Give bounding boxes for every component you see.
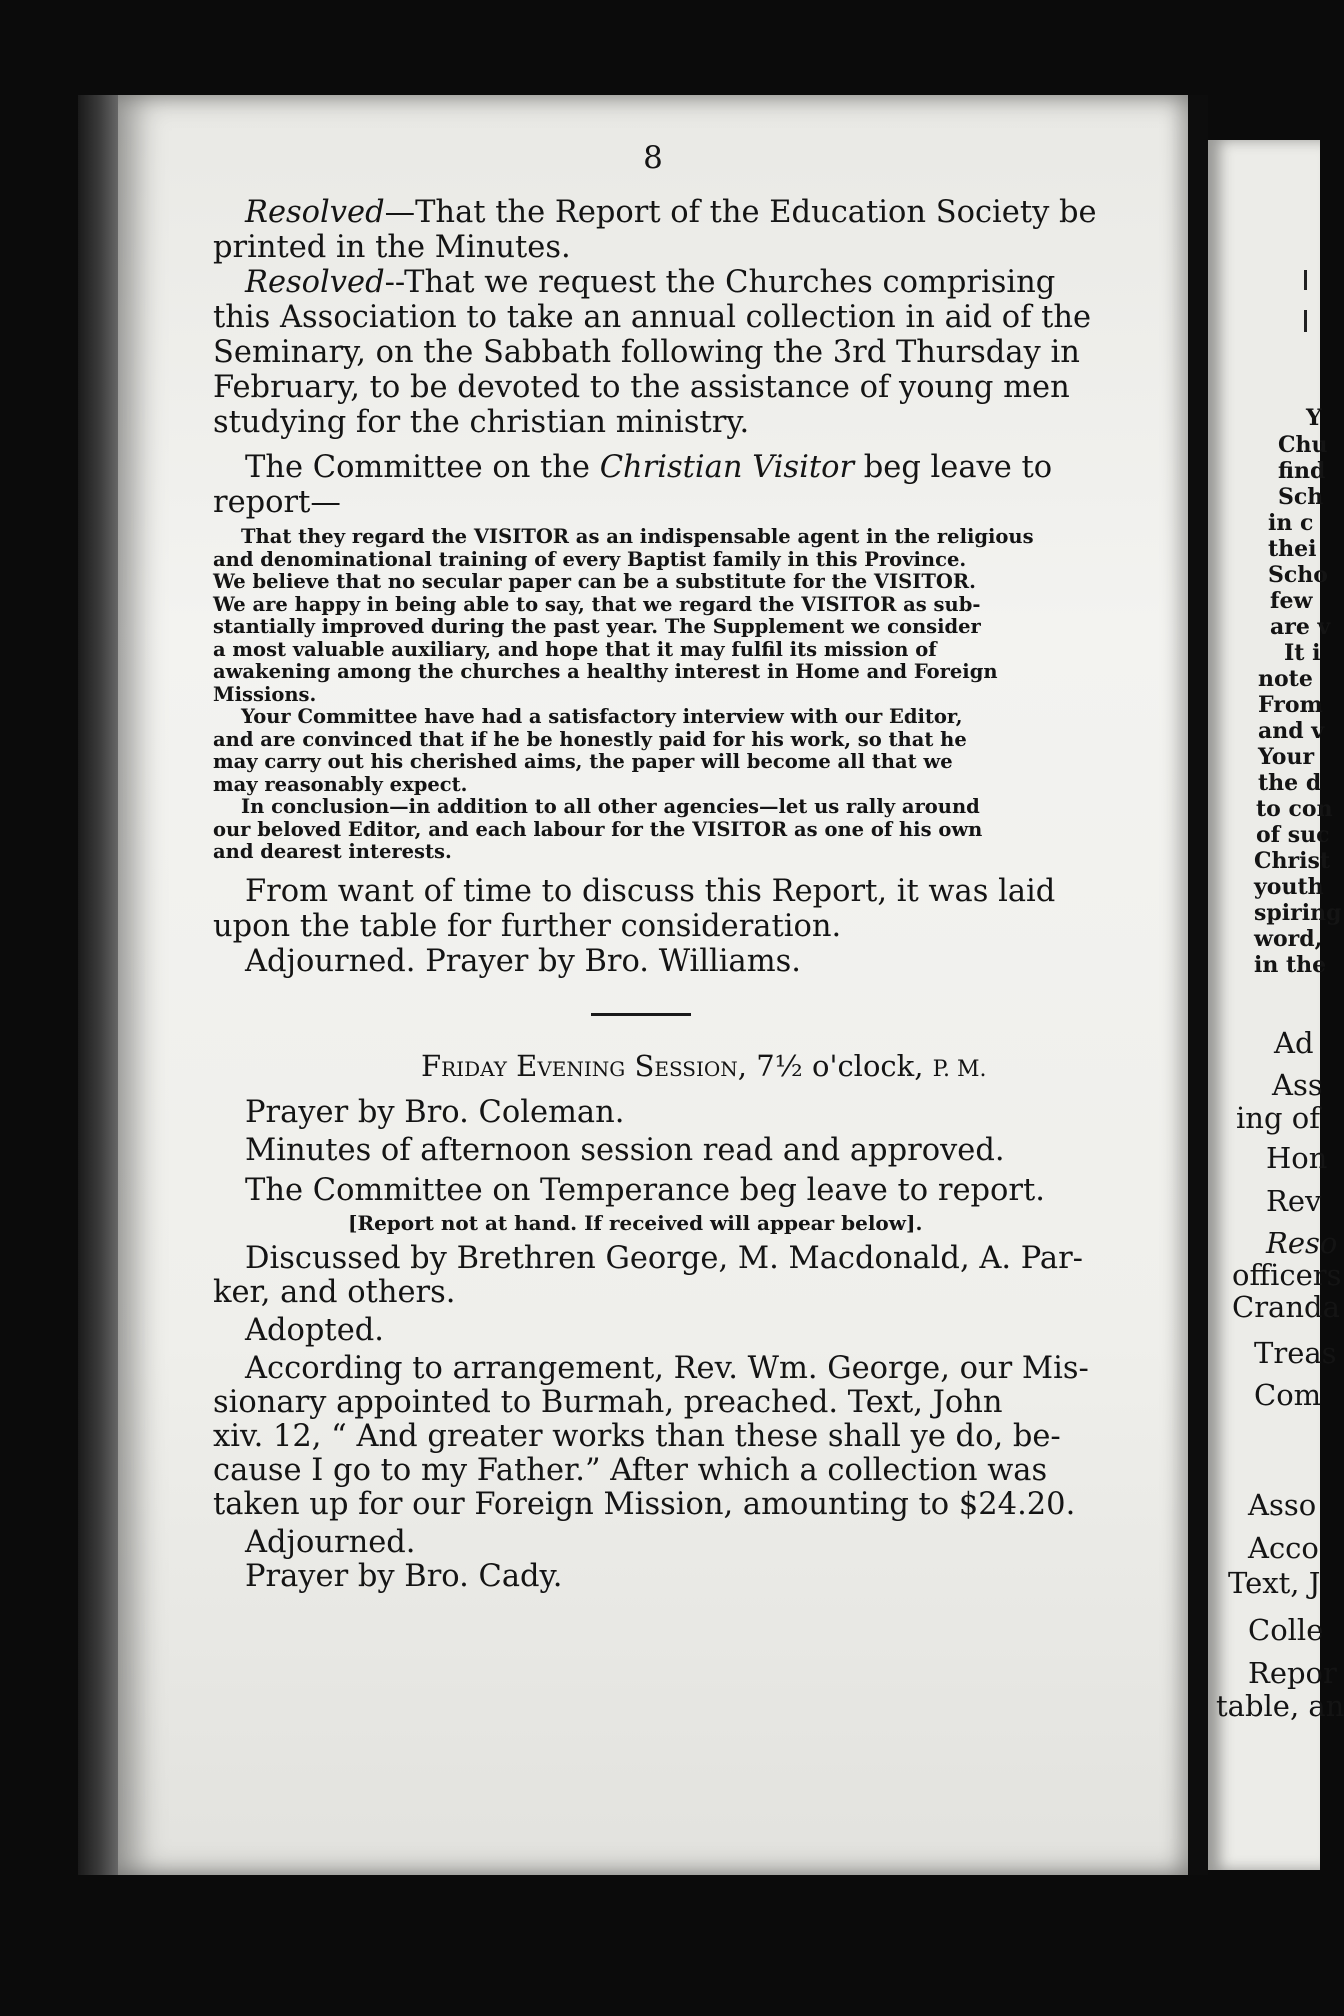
page-body [213,195,1183,1594]
right-page-line: thei [1268,536,1317,562]
resolution-2-line: this Association to take an annual collection in aid of the [213,300,1092,335]
resolution-2-line: studying for the christian ministry. [213,405,750,440]
minutes-approved: Minutes of afternoon session read and approved. [245,1132,1005,1168]
resolution-1-line-2: printed in the Minutes. [213,230,571,265]
right-page-line: Scho [1268,562,1328,588]
right-page-line: Ass [1272,1068,1323,1102]
report-line: We are happy in being able to say, that we regard the VISITOR as sub- [213,592,981,616]
right-page-line: Hon [1266,1141,1328,1175]
right-page-line: Text, J [1228,1566,1321,1600]
adjourned-williams: Adjourned. Prayer by Bro. Williams. [245,943,801,979]
right-page-line: Your [1258,744,1315,770]
right-page-line: Sch [1278,484,1324,510]
visitor-committee-intro: The Committee on the Christian Visitor beg leave to [245,450,1053,485]
temperance-committee: The Committee on Temperance beg leave to report. [245,1172,1045,1208]
right-page-line: in c [1268,510,1314,536]
mission-sermon-line: xiv. 12, “ And greater works than these shall ye do, be- [213,1418,1061,1454]
right-page-line: Ad [1274,1026,1314,1060]
report-line: In conclusion—in addition to all other agencies—let us rally around [241,795,980,818]
page-number: 8 [643,140,663,176]
report-line: a most valuable auxiliary, and hope that it may fulfil its mission of [213,637,937,661]
right-page-line: It i [1284,640,1321,666]
report-line: We believe that no secular paper can be a substitute for the VISITOR. [213,570,976,593]
right-page-line: Acco [1248,1531,1319,1565]
mission-sermon-line: sionary appointed to Burmah, preached. Text, John [213,1384,1003,1420]
resolution-1: Resolved—That the Report of the Education Society be [245,195,1097,230]
visitor-report [213,526,1183,864]
resolution-2: Resolved--That we request the Churches comprising [245,265,1056,300]
session-heading: Friday Evening Session, 7½ o'clock, P. M. [421,1048,987,1083]
laid-on-table: From want of time to discuss this Report, it was laid [245,873,1056,909]
right-page-line: Colle [1248,1613,1324,1647]
report-line: and denominational training of every Baptist family in this Province. [213,547,967,571]
laid-on-table-line-2: upon the table for further consideration. [213,908,842,944]
resolved-lead: Resolved [245,195,385,230]
resolution-2-line: Seminary, on the Sabbath following the 3rd Thursday in [213,335,1080,370]
right-page-line: Cranda [1232,1290,1340,1324]
report-line: and are convinced that if he be honestly paid for his work, so that he [213,727,967,751]
right-page-line: in the [1254,952,1327,978]
prayer-cady: Prayer by Bro. Cady. [245,1558,563,1594]
visitor-committee-intro-line-2: report— [213,485,341,520]
right-page-line: Asso [1248,1488,1317,1522]
mission-sermon-line: cause I go to my Father.” After which a collection was [213,1452,1048,1488]
right-page-line: officers [1232,1258,1342,1292]
report-line: awakening among the churches a healthy interest in Home and Foreign [213,660,998,683]
right-page-line: and v [1258,718,1325,744]
mission-sermon: According to arrangement, Rev. Wm. George, our Mis- [245,1350,1089,1386]
report-line: Missions. [213,682,317,706]
report-line: may reasonably expect. [213,772,468,796]
right-page-line: ing of [1236,1101,1320,1135]
discussed-by: Discussed by Brethren George, M. Macdonald, A. Par- [245,1240,1083,1276]
resolution-2-line: February, to be devoted to the assistance of young men [213,370,1070,405]
right-page-line: word, [1254,926,1323,952]
right-page-line: find [1278,458,1326,484]
right-page-line: From [1258,692,1323,718]
report-line: Your Committee have had a satisfactory interview with our Editor, [241,705,963,728]
book-gutter [1188,95,1208,1875]
left-page [118,95,1188,1875]
ink-mark [1304,310,1307,332]
right-page-line: spiring [1254,900,1342,926]
right-page-line: Rev [1266,1184,1322,1218]
right-page-line: of suc [1256,822,1330,848]
right-page-line: few [1270,588,1313,614]
report-line: That they regard the VISITOR as an indispensable agent in the religious [241,525,1034,548]
report-not-at-hand-note: [Report not at hand. If received will appear below]. [348,1210,923,1235]
report-line: stantially improved during the past year. The Supplement we consider [213,615,981,638]
right-page-line: Reso [1266,1226,1338,1260]
right-page-line: table, an [1216,1689,1344,1723]
right-page-line: Y [1306,405,1322,431]
report-line: and dearest interests. [213,840,452,863]
section-divider [591,1013,691,1016]
right-page-line: to con [1256,796,1333,822]
prayer-coleman: Prayer by Bro. Coleman. [245,1094,625,1130]
discussed-by-line-2: ker, and others. [213,1274,456,1310]
adjourned: Adjourned. [245,1524,416,1560]
right-page-fragment [1208,140,1344,1870]
right-page-line: Chu [1278,432,1328,458]
right-page-line: Repor [1248,1656,1337,1690]
report-line: may carry out his cherished aims, the paper will become all that we [213,750,953,773]
right-page-line: note [1258,666,1313,692]
right-page-line: are v [1270,614,1331,640]
visitor-title: Christian Visitor [599,450,855,485]
adopted: Adopted. [245,1312,384,1348]
right-page-line: Christ [1254,848,1331,874]
mission-sermon-line: taken up for our Foreign Mission, amounting to $24.20. [213,1486,1076,1522]
resolved-lead: Resolved [245,265,385,300]
report-line: our beloved Editor, and each labour for the VISITOR as one of his own [213,817,983,841]
ink-mark [1304,270,1307,290]
right-page-line: youth [1254,874,1324,900]
right-page-line: the d [1258,770,1322,796]
right-page-line: Treas [1254,1336,1337,1370]
right-page-line: Com [1254,1378,1322,1412]
